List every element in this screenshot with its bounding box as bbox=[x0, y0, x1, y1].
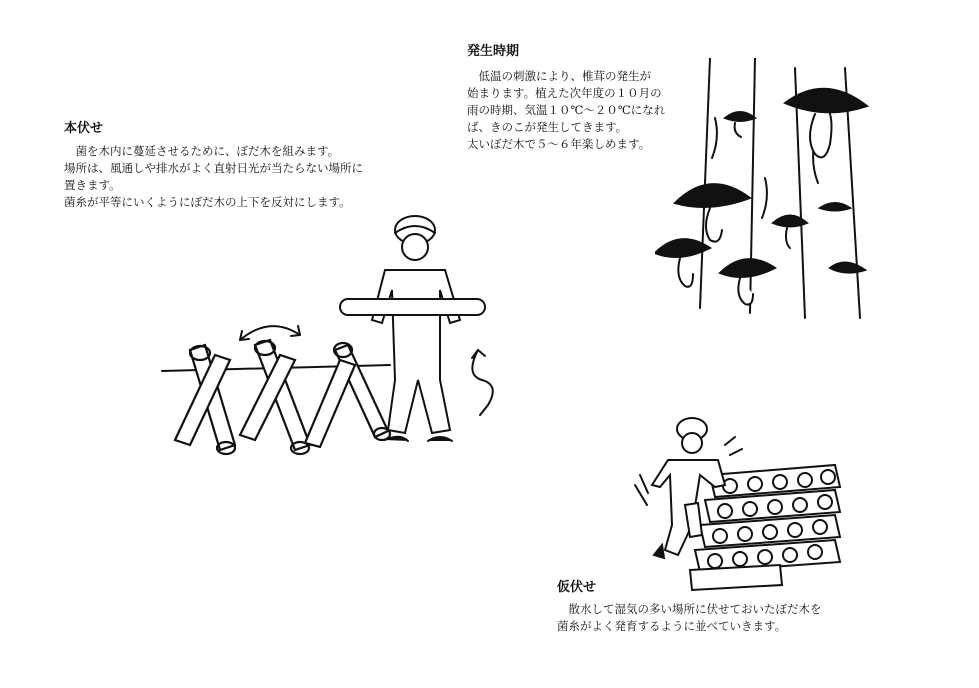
hassei-text bbox=[467, 68, 665, 153]
hassei-line: 雨の時期、気温１０℃～２０℃になれ bbox=[467, 103, 666, 117]
karifuse-heading: 仮伏せ bbox=[557, 580, 597, 595]
honfuse-line: 菌糸が平等にいくようにぼだ木の上下を反対にします。 bbox=[64, 195, 351, 209]
hassei-line: 太いぼだ木で５～６年楽しめます。 bbox=[467, 137, 651, 151]
honfuse-line: 場所は、風通しや排水がよく直射日光が当たらない場所に bbox=[64, 161, 363, 175]
person-stacking-logs-illustration bbox=[630, 415, 845, 595]
karifuse-text bbox=[557, 601, 822, 635]
hassei-line: 低温の刺激により、椎茸の発生が bbox=[467, 69, 651, 83]
karifuse-line: 菌糸がよく発育するように並べていきます。 bbox=[557, 619, 787, 633]
honfuse-heading: 本伏せ bbox=[64, 121, 104, 136]
honfuse-line: 置きます。 bbox=[64, 178, 121, 192]
honfuse-text bbox=[64, 143, 363, 211]
shiitake-on-log-illustration bbox=[655, 58, 870, 323]
person-crossing-logs-illustration bbox=[160, 205, 505, 460]
honfuse-line: 菌を木内に蔓延させるために、ぼだ木を組みます。 bbox=[64, 144, 340, 158]
karifuse-line: 散水して湿気の多い場所に伏せておいたぼだ木を bbox=[557, 602, 822, 616]
hassei-line: 始まります。植えた次年度の１０月の bbox=[467, 86, 662, 100]
hassei-line: ば、きのこが発生してきます。 bbox=[467, 120, 628, 134]
hassei-heading: 発生時期 bbox=[467, 44, 520, 59]
